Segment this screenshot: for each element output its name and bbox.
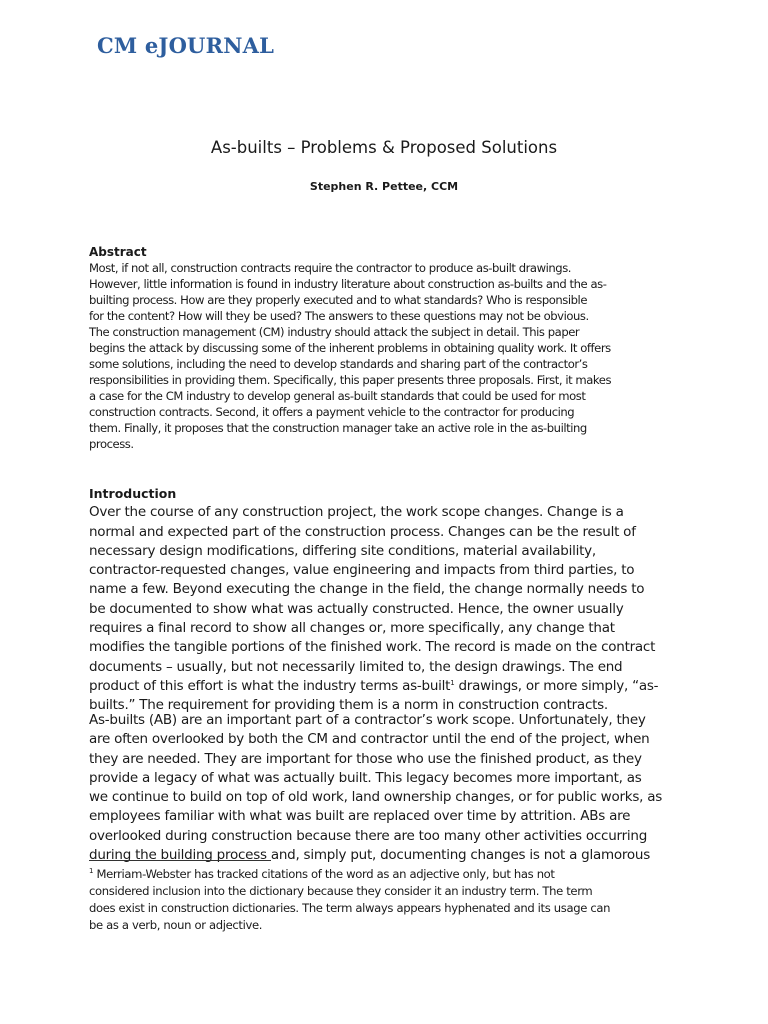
body-line: provide a legacy of what was actually built. This legacy becomes more important, as: [89, 769, 642, 786]
body-line: contractor-requested changes, value engineering and impacts from third parties, to: [89, 562, 635, 579]
body-line: be documented to show what was actually constructed. Hence, the owner usually: [89, 600, 624, 617]
abstract-line: construction contracts. Second, it offers a payment vehicle to the contractor for producing: [89, 405, 575, 419]
body-line: builts.” The requirement for providing them is a norm in construction contracts.: [89, 697, 608, 714]
footnote: [89, 866, 689, 934]
footnote-line: considered inclusion into the dictionary because they consider it an industry term. The term: [89, 884, 593, 898]
abstract-section: [89, 244, 689, 452]
body-line: are often overlooked by both the CM and contractor until the end of the project, when: [89, 731, 650, 748]
abstract-line: for the content? How will they be used? The answers to these questions may not be obvious.: [89, 309, 589, 323]
footnote-line: does exist in construction dictionaries. The term always appears hyphenated and its usage can: [89, 901, 611, 915]
footnote-line: [89, 866, 689, 883]
footnote-text: Merriam-Webster has tracked citations of the word as an adjective only, but has not: [93, 867, 555, 881]
body-line: employees familiar with what was built are replaced over time by attrition. ABs are: [89, 808, 631, 825]
abstract-line: process.: [89, 437, 134, 451]
journal-masthead: CM eJOURNAL: [97, 33, 275, 58]
body-line: modifies the tangible portions of the finished work. The record is made on the contract: [89, 639, 656, 656]
body-line: Over the course of any construction project, the work scope changes. Change is a: [89, 504, 624, 521]
body-text: product of this effort is what the industry terms as-built: [89, 677, 451, 694]
body-line: we continue to build on top of old work, land ownership changes, or for public works, as: [89, 789, 663, 806]
footnote-line: be as a verb, noun or adjective.: [89, 918, 263, 932]
abstract-heading: Abstract: [89, 245, 147, 259]
footnote-divider: [89, 860, 271, 861]
body-line: requires a final record to show all changes or, more specifically, any change that: [89, 620, 615, 637]
body-line: name a few. Beyond executing the change in the field, the change normally needs to: [89, 581, 645, 598]
abstract-line: However, little information is found in industry literature about construction as-builts and the as-: [89, 277, 607, 291]
footnote-reference[interactable]: 1: [450, 678, 455, 687]
abstract-line: a case for the CM industry to develop general as-built standards that could be used for most: [89, 389, 586, 403]
abstract-line: Most, if not all, construction contracts require the contractor to produce as-built drawings.: [89, 261, 572, 275]
body-line: As-builts (AB) are an important part of a contractor’s work scope. Unfortunately, they: [89, 712, 646, 728]
introduction-heading: Introduction: [89, 486, 177, 501]
body-paragraph: [89, 711, 689, 865]
body-line: [89, 677, 689, 696]
body-line: overlooked during construction because there are too many other activities occurring: [89, 827, 648, 844]
paper-author: Stephen R. Pettee, CCM: [309, 180, 459, 193]
abstract-line: some solutions, including the need to develop standards and sharing part of the contractor’s: [89, 357, 588, 371]
introduction-section: [89, 484, 689, 716]
abstract-line: responsibilities in providing them. Specifically, this paper presents three proposals. First, it makes: [89, 373, 612, 387]
footnote-marker: 1: [89, 867, 94, 875]
abstract-line: them. Finally, it proposes that the construction manager take an active role in the as-builting: [89, 421, 587, 435]
body-text: drawings, or more simply, “as-: [454, 677, 659, 694]
body-line: normal and expected part of the construction process. Changes can be the result of: [89, 523, 636, 540]
body-line: documents – usually, but not necessarily limited to, the design drawings. The end: [89, 658, 623, 675]
body-line: necessary design modifications, differing site conditions, material availability,: [89, 542, 596, 559]
abstract-line: begins the attack by discussing some of the inherent problems in obtaining quality work. It offers: [89, 341, 611, 355]
abstract-line: The construction management (CM) industry should attack the subject in detail. This paper: [89, 325, 580, 339]
body-line: during the building process and, simply put, documenting changes is not a glamorous: [89, 847, 651, 864]
body-line: they are needed. They are important for those who use the finished product, as they: [89, 750, 642, 767]
paper-title: As-builts – Problems & Proposed Solutions: [210, 138, 558, 157]
abstract-line: builting process. How are they properly executed and to what standards? Who is responsible: [89, 293, 588, 307]
